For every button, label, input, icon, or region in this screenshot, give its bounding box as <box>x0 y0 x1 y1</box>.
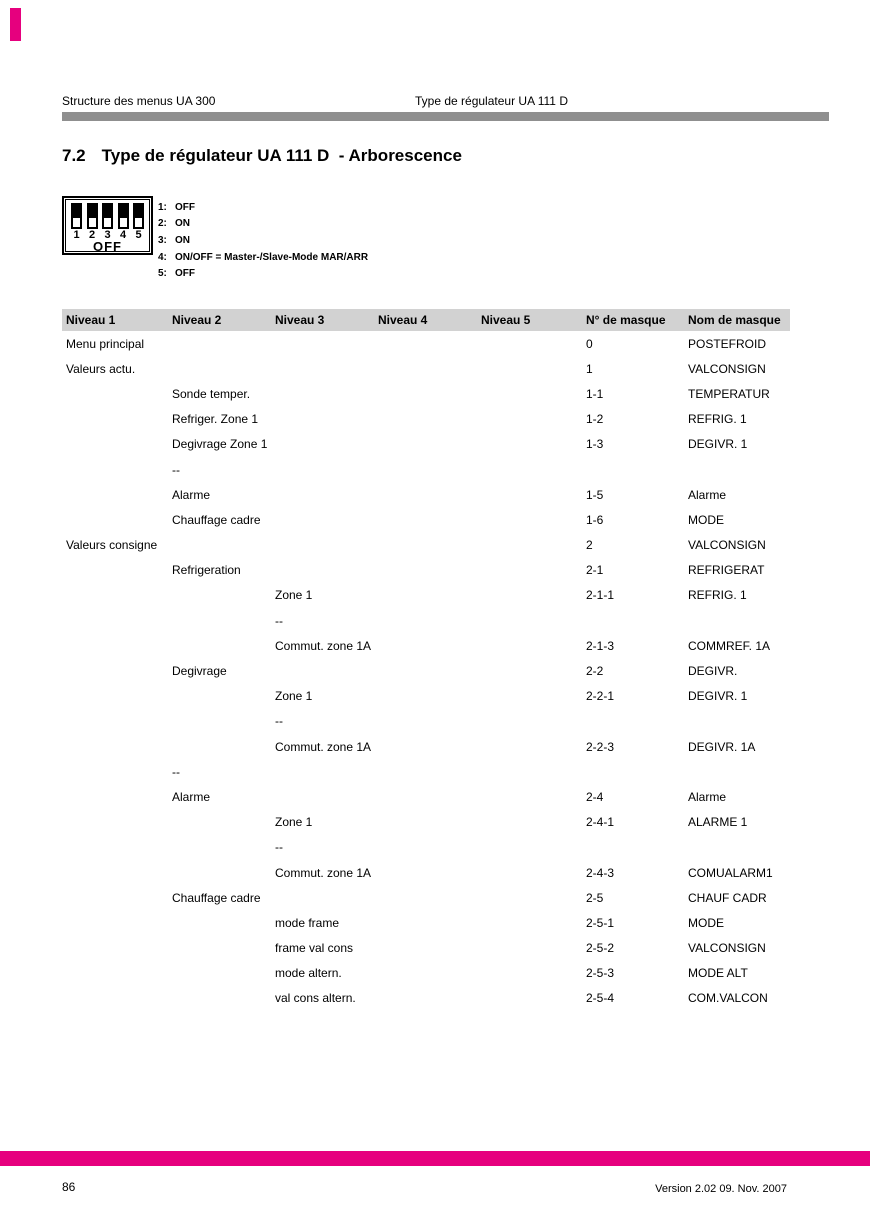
table-cell <box>62 381 168 406</box>
table-cell <box>374 457 477 482</box>
table-cell <box>374 381 477 406</box>
dip-slider-icon <box>103 217 112 228</box>
table-cell <box>168 961 271 986</box>
table-cell <box>374 608 477 633</box>
table-cell <box>374 709 477 734</box>
table-cell <box>477 961 582 986</box>
table-cell: 1-3 <box>586 437 604 452</box>
table-row <box>62 608 790 633</box>
table-cell <box>62 910 168 935</box>
table-cell: 1-1 <box>586 386 604 401</box>
table-cell: 2-5 <box>586 890 604 905</box>
table-row <box>62 507 790 532</box>
table-cell <box>374 961 477 986</box>
table-cell <box>271 407 374 432</box>
table-cell <box>477 558 582 583</box>
table-cell <box>271 507 374 532</box>
table-cell <box>62 407 168 432</box>
table-cell: DEGIVR. 1 <box>688 437 748 452</box>
magenta-corner-mark <box>10 8 21 41</box>
table-cell: 2-5-4 <box>586 991 615 1006</box>
table-row <box>62 709 790 734</box>
dip-slider-icon <box>88 217 97 228</box>
table-cell <box>62 633 168 658</box>
table-cell: VALCONSIGN <box>688 361 766 376</box>
table-cell <box>62 684 168 709</box>
table-cell: Alarme <box>172 487 211 502</box>
table-cell <box>582 608 684 633</box>
table-row <box>62 381 790 406</box>
table-cell: 2-2-3 <box>586 739 615 754</box>
column-header-mask-number: N° de masque <box>582 309 684 331</box>
table-cell: 2-5-1 <box>586 915 615 930</box>
table-cell <box>374 432 477 457</box>
table-cell <box>374 936 477 961</box>
header-rule <box>62 112 829 121</box>
table-cell <box>374 784 477 809</box>
column-header-niveau4: Niveau 4 <box>374 309 477 331</box>
dip-switch-row <box>71 203 144 229</box>
table-cell <box>62 835 168 860</box>
table-cell: 1-6 <box>586 512 604 527</box>
table-row <box>62 633 790 658</box>
table-cell <box>271 885 374 910</box>
dip-off-label: OFF <box>93 239 122 254</box>
table-cell: 0 <box>586 336 593 351</box>
table-row <box>62 784 790 809</box>
table-cell <box>477 734 582 759</box>
table-cell <box>477 432 582 457</box>
table-cell: Zone 1 <box>275 689 313 704</box>
table-cell <box>62 558 168 583</box>
table-cell: COM.VALCON <box>688 991 768 1006</box>
table-cell: 2-1 <box>586 563 604 578</box>
table-cell <box>477 608 582 633</box>
page-number: 86 <box>62 1180 76 1194</box>
legend-item <box>158 199 368 216</box>
table-row <box>62 558 790 583</box>
table-cell <box>477 583 582 608</box>
table-cell <box>271 533 374 558</box>
table-cell <box>477 407 582 432</box>
table-cell <box>374 356 477 381</box>
dip-number: 3 <box>104 229 111 241</box>
column-header-niveau3: Niveau 3 <box>271 309 374 331</box>
legend-text: ON <box>175 218 190 230</box>
section-title-text: Type de régulateur UA 111 D - Arborescence <box>101 146 462 165</box>
dip-number: 4 <box>119 229 127 241</box>
table-cell: Chauffage cadre <box>172 890 261 905</box>
table-body <box>62 331 790 1011</box>
table-cell <box>62 709 168 734</box>
table-cell: frame val cons <box>275 941 354 956</box>
table-row <box>62 961 790 986</box>
table-cell: Sonde temper. <box>172 386 251 401</box>
table-cell <box>62 784 168 809</box>
dip-slider-icon <box>134 217 143 228</box>
table-cell: Chauffage cadre <box>172 512 261 527</box>
dip-number: 2 <box>88 229 96 241</box>
footer-accent-bar <box>0 1151 870 1166</box>
table-row <box>62 910 790 935</box>
table-cell <box>62 860 168 885</box>
table-cell: REFRIGERAT <box>688 563 765 578</box>
table-cell: VALCONSIGN <box>688 538 766 553</box>
table-cell <box>374 986 477 1011</box>
table-cell <box>62 658 168 683</box>
table-cell <box>62 507 168 532</box>
table-cell: Alarme <box>688 789 727 804</box>
table-cell <box>477 709 582 734</box>
table-cell <box>168 633 271 658</box>
column-header-niveau2: Niveau 2 <box>168 309 271 331</box>
table-cell: ALARME 1 <box>688 815 748 830</box>
table-cell <box>374 885 477 910</box>
table-cell <box>168 331 271 356</box>
table-cell: -- <box>275 840 283 855</box>
table-cell: -- <box>275 613 283 628</box>
table-row <box>62 810 790 835</box>
table-cell: DEGIVR. 1A <box>688 739 756 754</box>
dip-switch-figure <box>62 196 153 255</box>
table-cell <box>374 734 477 759</box>
table-cell <box>374 482 477 507</box>
table-cell <box>477 810 582 835</box>
table-row <box>62 986 790 1011</box>
table-cell <box>374 860 477 885</box>
table-cell <box>477 457 582 482</box>
table-cell <box>168 810 271 835</box>
table-cell <box>62 961 168 986</box>
table-cell <box>374 507 477 532</box>
legend-item <box>158 249 368 266</box>
table-cell <box>374 759 477 784</box>
dip-switch-3-icon <box>102 203 113 229</box>
legend-number: 1: <box>158 201 167 213</box>
table-cell: -- <box>172 764 180 779</box>
table-cell <box>271 658 374 683</box>
table-cell: -- <box>275 714 283 729</box>
table-cell <box>477 507 582 532</box>
table-cell: Alarme <box>172 789 211 804</box>
table-cell <box>684 835 790 860</box>
legend-item <box>158 216 368 233</box>
dip-switch-2-icon <box>87 203 98 229</box>
dip-switch-5-icon <box>133 203 144 229</box>
table-cell: 2 <box>586 538 593 553</box>
table-cell <box>62 986 168 1011</box>
table-cell: 2-2 <box>586 664 604 679</box>
table-cell <box>477 759 582 784</box>
table-cell <box>477 356 582 381</box>
table-row <box>62 356 790 381</box>
table-cell <box>582 709 684 734</box>
table-cell <box>582 835 684 860</box>
table-cell <box>477 381 582 406</box>
running-header-left: Structure des menus UA 300 <box>62 94 216 108</box>
table-cell: MODE ALT <box>688 966 748 981</box>
table-cell <box>62 936 168 961</box>
dip-slider-icon <box>119 217 128 228</box>
table-cell: Commut. zone 1A <box>275 739 372 754</box>
table-cell <box>477 835 582 860</box>
table-cell <box>374 533 477 558</box>
table-cell <box>168 583 271 608</box>
table-cell: REFRIG. 1 <box>688 588 747 603</box>
table-cell <box>271 432 374 457</box>
table-cell: 2-1-3 <box>586 638 615 653</box>
dip-switch-4-icon <box>118 203 129 229</box>
table-cell <box>477 784 582 809</box>
table-row <box>62 583 790 608</box>
table-cell <box>374 331 477 356</box>
legend-text: ON/OFF = Master-/Slave-Mode MAR/ARR <box>175 251 369 263</box>
table-cell <box>62 457 168 482</box>
table-cell: COMMREF. 1A <box>688 638 771 653</box>
table-cell <box>62 482 168 507</box>
legend-text: OFF <box>175 201 195 213</box>
table-cell: 2-5-2 <box>586 941 615 956</box>
table-cell <box>271 482 374 507</box>
table-cell <box>168 734 271 759</box>
table-cell: 2-4-1 <box>586 815 615 830</box>
table-row <box>62 331 790 356</box>
section-number: 7.2 <box>62 146 86 165</box>
table-cell <box>271 356 374 381</box>
legend-number: 3: <box>158 234 167 246</box>
dip-number: 5 <box>135 229 142 241</box>
table-row <box>62 759 790 784</box>
table-cell <box>62 734 168 759</box>
table-cell <box>168 709 271 734</box>
table-cell <box>477 936 582 961</box>
table-row <box>62 734 790 759</box>
table-cell: Degivrage <box>172 664 227 679</box>
table-cell <box>477 885 582 910</box>
table-cell <box>684 759 790 784</box>
table-cell <box>374 558 477 583</box>
table-cell <box>168 936 271 961</box>
table-cell <box>271 558 374 583</box>
table-cell <box>374 633 477 658</box>
table-cell: -- <box>172 462 180 477</box>
table-cell <box>62 810 168 835</box>
table-cell <box>477 860 582 885</box>
legend-number: 5: <box>158 268 167 280</box>
table-cell: 2-4 <box>586 789 604 804</box>
table-row <box>62 533 790 558</box>
table-cell <box>62 608 168 633</box>
table-cell: mode frame <box>275 915 340 930</box>
table-cell: 1 <box>586 361 593 376</box>
legend-number: 2: <box>158 218 167 230</box>
table-cell: Valeurs consigne <box>66 538 158 553</box>
table-row <box>62 936 790 961</box>
table-cell: MODE <box>688 915 724 930</box>
table-cell: 2-4-3 <box>586 865 615 880</box>
table-cell <box>374 658 477 683</box>
table-cell: Valeurs actu. <box>66 361 136 376</box>
table-cell <box>168 356 271 381</box>
table-cell <box>477 633 582 658</box>
table-cell <box>477 684 582 709</box>
table-cell <box>168 684 271 709</box>
table-cell: 1-5 <box>586 487 604 502</box>
column-header-niveau5: Niveau 5 <box>477 309 582 331</box>
table-row <box>62 835 790 860</box>
table-cell: COMUALARM1 <box>688 865 773 880</box>
table-row <box>62 658 790 683</box>
table-cell: Menu principal <box>66 336 145 351</box>
table-cell <box>374 835 477 860</box>
column-header-mask-name: Nom de masque <box>684 309 790 331</box>
table-cell <box>374 910 477 935</box>
table-cell <box>168 533 271 558</box>
table-cell <box>477 910 582 935</box>
version-date-label: Version 2.02 09. Nov. 2007 <box>655 1183 787 1195</box>
table-cell <box>582 759 684 784</box>
table-cell: 1-2 <box>586 412 604 427</box>
table-cell: Commut. zone 1A <box>275 865 372 880</box>
table-cell: DEGIVR. <box>688 664 738 679</box>
table-cell <box>271 759 374 784</box>
table-row <box>62 885 790 910</box>
dip-slider-icon <box>72 217 81 228</box>
running-header-right: Type de régulateur UA 111 D <box>415 94 568 108</box>
legend-text: ON <box>175 234 190 246</box>
table-cell <box>62 583 168 608</box>
table-cell: 2-2-1 <box>586 689 615 704</box>
table-cell <box>62 885 168 910</box>
table-cell <box>168 860 271 885</box>
table-header-row <box>62 309 790 331</box>
table-cell: val cons altern. <box>275 991 356 1006</box>
table-cell <box>477 658 582 683</box>
dip-switch-legend <box>158 199 368 282</box>
table-cell: VALCONSIGN <box>688 941 766 956</box>
menu-structure-table-wrap <box>62 309 790 1011</box>
table-cell <box>168 835 271 860</box>
table-cell: REFRIG. 1 <box>688 412 747 427</box>
table-cell <box>684 608 790 633</box>
table-cell: mode altern. <box>275 966 342 981</box>
table-cell: Zone 1 <box>275 815 313 830</box>
table-cell <box>477 533 582 558</box>
table-cell: Alarme <box>688 487 727 502</box>
column-header-niveau1: Niveau 1 <box>62 309 168 331</box>
table-cell <box>582 457 684 482</box>
table-cell <box>477 986 582 1011</box>
table-cell: Zone 1 <box>275 588 313 603</box>
table-cell <box>168 910 271 935</box>
table-cell: MODE <box>688 512 724 527</box>
table-row <box>62 457 790 482</box>
table-cell: 2-1-1 <box>586 588 615 603</box>
table-row <box>62 860 790 885</box>
table-row <box>62 407 790 432</box>
legend-item <box>158 265 368 282</box>
table-cell <box>62 759 168 784</box>
dip-number: 1 <box>73 229 80 241</box>
table-cell <box>271 331 374 356</box>
legend-item <box>158 232 368 249</box>
table-row <box>62 684 790 709</box>
table-cell: Refriger. Zone 1 <box>172 412 259 427</box>
table-cell <box>374 684 477 709</box>
table-cell <box>62 432 168 457</box>
dip-switch-1-icon <box>71 203 82 229</box>
table-cell: Refrigeration <box>172 563 241 578</box>
menu-structure-table <box>62 309 790 1011</box>
table-cell <box>477 331 582 356</box>
table-cell <box>684 457 790 482</box>
table-cell <box>271 457 374 482</box>
table-cell <box>477 482 582 507</box>
table-cell: 2-5-3 <box>586 966 615 981</box>
table-cell <box>374 583 477 608</box>
table-cell: POSTEFROID <box>688 336 767 351</box>
table-row <box>62 482 790 507</box>
table-cell <box>374 407 477 432</box>
table-cell <box>374 810 477 835</box>
table-cell: Commut. zone 1A <box>275 638 372 653</box>
section-title <box>62 146 462 166</box>
table-cell <box>168 608 271 633</box>
table-cell: DEGIVR. 1 <box>688 689 748 704</box>
table-cell <box>271 784 374 809</box>
legend-number: 4: <box>158 251 167 263</box>
table-cell <box>684 709 790 734</box>
table-cell <box>168 986 271 1011</box>
table-cell <box>271 381 374 406</box>
table-cell: Degivrage Zone 1 <box>172 437 268 452</box>
legend-text: OFF <box>175 268 195 280</box>
table-row <box>62 432 790 457</box>
table-cell: CHAUF CADR <box>688 890 767 905</box>
table-cell: TEMPERATUR <box>688 386 770 401</box>
